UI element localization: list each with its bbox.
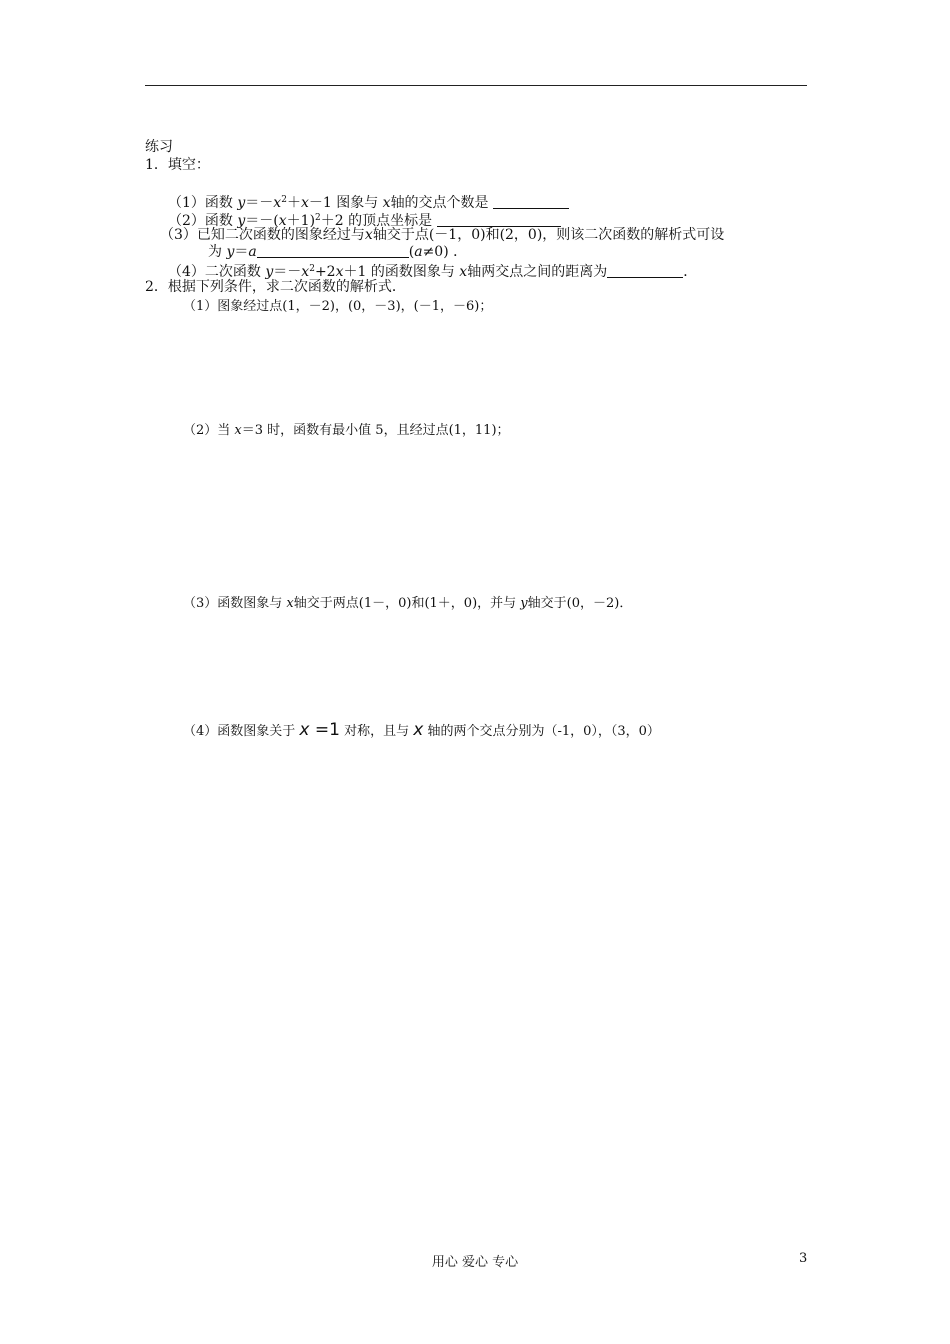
- question-1-heading: 1．填空：: [145, 157, 210, 173]
- q1-item-1-lhs: y: [237, 195, 246, 211]
- q1-item-4-x: x: [301, 264, 310, 280]
- q1-item-4-end: 轴两交点之间的距离为: [467, 264, 608, 280]
- q2-part-2-x: x: [234, 423, 242, 438]
- q1-item-3-axis: x: [364, 227, 373, 243]
- q2-part-3-b: 轴交于两点(1－，0)和(1＋，0)，并与: [293, 596, 517, 611]
- q2-part-4: [183, 721, 660, 741]
- q1-item-3-text-a: （3）已知二次函数的图象经过与: [160, 227, 365, 243]
- q1-item-4-x2: x: [335, 264, 344, 280]
- answer-blank-4[interactable]: [607, 263, 683, 278]
- q1-item-3-neq: ≠0): [422, 244, 449, 260]
- q2-part-4-a: （4）函数图象关于: [183, 724, 296, 739]
- answer-blank-3a[interactable]: [257, 243, 373, 258]
- q1-item-3-a2: a: [414, 244, 423, 260]
- section-title: 练习: [145, 139, 173, 155]
- q1-item-3-text-b: 轴交于点(－1，0)和(2，0)，则该二次函数的解析式可设: [372, 227, 725, 243]
- q1-item-3-eq: ＝: [234, 244, 249, 260]
- q2-part-4-x: x: [299, 720, 310, 740]
- q1-item-1-prefix: （1）函数: [168, 195, 233, 211]
- q1-item-1-sup: 2: [281, 195, 287, 205]
- q2-part-2: [183, 422, 510, 440]
- q2-part-3-y: y: [520, 596, 528, 611]
- q1-item-3-paren: (: [408, 244, 415, 260]
- q1-item-1-axis: x: [382, 195, 391, 211]
- q2-part-3: [183, 595, 632, 613]
- q1-item-2-tail: ＋2 的顶点坐标是: [320, 213, 433, 229]
- q2-part-4-x2: x: [413, 720, 424, 740]
- page-number: 3: [799, 1251, 808, 1266]
- q1-item-4-dot: ．: [683, 264, 698, 280]
- page-footer: 用心 爱心 专心: [431, 1255, 519, 1270]
- q1-item-2-x: x: [278, 213, 287, 229]
- q1-item-3-line-2: [208, 243, 467, 261]
- q1-item-1-eq: ＝－: [245, 195, 274, 211]
- q1-item-1-x2: x: [300, 195, 309, 211]
- q1-item-4-prefix: （4）二次函数: [168, 264, 261, 280]
- q2-part-3-a: （3）函数图象与: [183, 596, 283, 611]
- q1-item-1-x: x: [273, 195, 282, 211]
- answer-blank-2[interactable]: [437, 212, 561, 227]
- q1-item-1-mid: ＋: [286, 195, 301, 211]
- q1-item-3-line-1: [160, 226, 724, 244]
- q1-item-4-axis: x: [459, 264, 468, 280]
- q1-item-4-mid: +2: [314, 264, 336, 280]
- q1-item-2-lhs: y: [237, 213, 246, 229]
- q1-item-4-sup: 2: [309, 264, 315, 274]
- answer-blank-1[interactable]: [493, 194, 569, 209]
- q1-item-4-eq: ＝－: [273, 264, 302, 280]
- q1-item-3-end: ．: [453, 244, 468, 260]
- q2-part-4-c: 轴的两个交点分别为（-1，0），（3，0）: [427, 724, 660, 739]
- q2-part-3-x: x: [286, 596, 294, 611]
- q2-part-1: （1）图象经过点(1，－2)，(0，－3)，(－1，－6)；: [183, 299, 493, 314]
- q1-item-3-y: y: [226, 244, 235, 260]
- q1-item-1-tail: －1 图象与: [308, 195, 379, 211]
- header-rule: [145, 85, 807, 86]
- q1-item-2-sup: 2: [315, 213, 321, 223]
- q2-part-4-b: 对称，且与: [344, 724, 410, 739]
- q1-item-2-eq: ＝－(: [245, 213, 279, 229]
- question-2-heading: 2．根据下列条件，求二次函数的解析式．: [145, 279, 406, 295]
- q1-item-2-inner: ＋1): [286, 213, 316, 229]
- q1-item-3-a: a: [248, 244, 257, 260]
- q1-item-4-plus: ＋1 的函数图象与: [343, 264, 455, 280]
- q2-part-4-eq: =1: [309, 720, 340, 740]
- q1-item-1-end: 轴的交点个数是: [390, 195, 489, 211]
- q2-part-3-c: 轴交于(0，－2)．: [527, 596, 633, 611]
- q1-item-2-prefix: （2）函数: [168, 213, 233, 229]
- answer-blank-3b[interactable]: [373, 243, 409, 258]
- q2-part-2-a: （2）当: [183, 423, 231, 438]
- q1-item-3-wei: 为: [208, 244, 222, 260]
- q1-item-4-lhs: y: [265, 264, 274, 280]
- q2-part-2-b: ＝3 时，函数有最小值 5，且经过点(1，11)；: [241, 423, 510, 438]
